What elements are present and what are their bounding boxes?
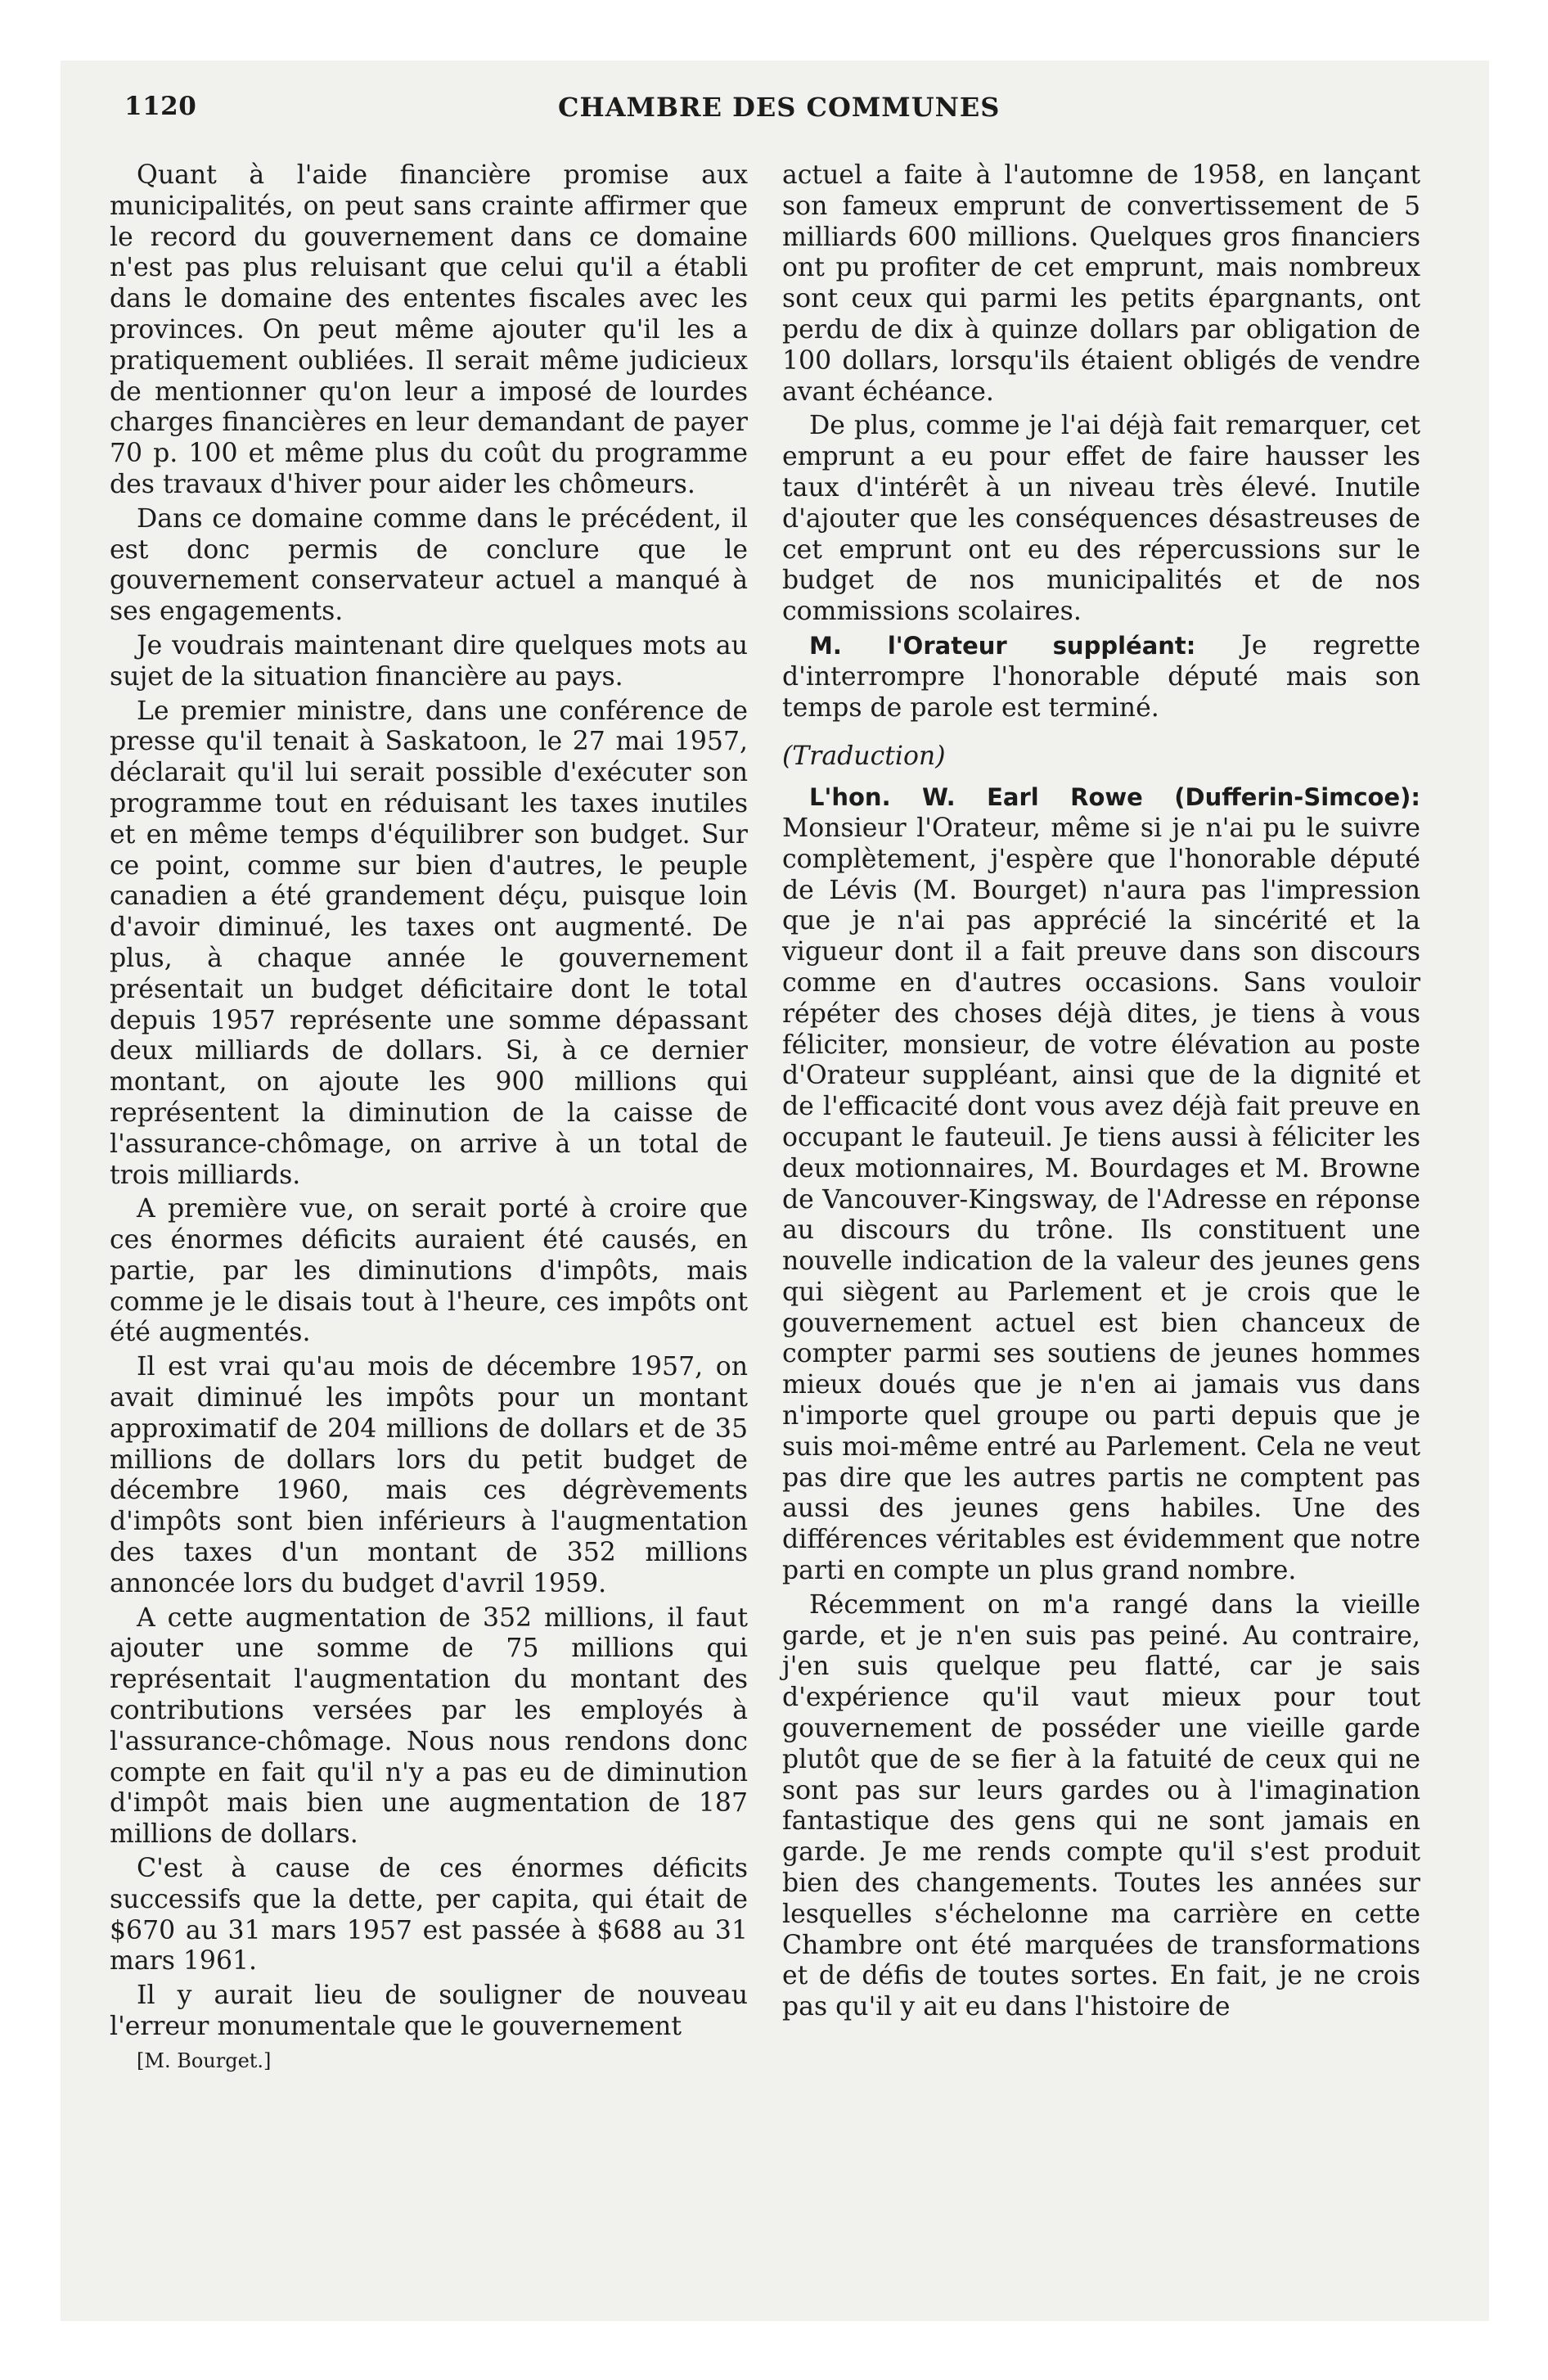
paragraph: Le premier ministre, dans une conférence de presse qu'il tenait à Saskatoon, le 27 mai 1957, déclarait qu'il lui serait possible d'exécuter son programme tout en réduisant les taxes inutiles et en même temps d'équilibrer son budget. Sur ce point, comme sur bien d'autres, le peuple canadien a été grandement déçu, puisque loin d'avoir diminué, les taxes ont augmenté. De plus, à chaque année le gouvernement présentait un budget déficitaire dont le total depuis 1957 représente une somme dépassant deux milliards de dollars. Si, à ce dernier montant, on ajoute les 900 millions qui représentent la diminution de la caisse de l'assurance-chômage, on arrive à un total de trois milliards. [110,696,748,1190]
paragraph: Il est vrai qu'au mois de décembre 1957, on avait diminué les impôts pour un montant approximatif de 204 millions de dollars et de 35 millions de dollars lors du petit budget de décembre 1960, mais ces dégrèvements d'impôts sont bien inférieurs à l'augmentation des taxes d'un montant de 352 millions annoncée lors du budget d'avril 1959. [110,1352,748,1598]
page-header [124,92,1425,141]
paragraph: C'est à cause de ces énormes déficits successifs que la dette, per capita, qui était de $670 au 31 mars 1957 est passée à $688 au 31 mars 1961. [110,1854,748,1977]
paragraph: A première vue, on serait porté à croire que ces énormes déficits auraient été causés, en partie, par les diminutions d'impôts, mais comme je le disais tout à l'heure, ces impôts ont été augmentés. [110,1194,748,1348]
speech-paragraph [782,631,1420,723]
paragraph: Il y aurait lieu de souligner de nouveau l'erreur monumentale que le gouvernement [110,1981,748,2042]
speech-text: Je regrette d'interrompre l'honorable député mais son temps de parole est terminé. [782,630,1420,723]
speaker-name: M. l'Orateur suppléant: [809,631,1196,660]
paragraph: actuel a faite à l'automne de 1958, en lançant son fameux emprunt de convertissement de 5 milliards 600 millions. Quelques gros financiers ont pu profiter de cet emprunt, mais nombreux sont ceux qui parmi les petits épargnants, ont perdu de dix à quinze dollars par obligation de 100 dollars, lorsqu'ils étaient obligés de vendre avant échéance. [782,160,1420,407]
paragraph: Quant à l'aide financière promise aux municipalités, on peut sans crainte affirmer que le record du gouvernement dans ce domaine n'est pas plus reluisant que celui qu'il a établi dans le domaine des ententes fiscales avec les provinces. On peut même ajouter qu'il les a pratiquement oubliées. Il serait même judicieux de mentionner qu'on leur a imposé de lourdes charges financières en leur demandant de payer 70 p. 100 et même plus du coût du programme des travaux d'hiver pour aider les chômeurs. [110,160,748,499]
page-number: 1120 [124,92,197,121]
paragraph: A cette augmentation de 352 millions, il faut ajouter une somme de 75 millions qui représentait l'augmentation du montant des contributions versées par les employés à l'assurance-chômage. Nous nous rendons donc compte en fait qu'il n'y a pas eu de diminution d'impôt mais bien une augmentation de 187 millions de dollars. [110,1602,748,1850]
right-column [782,160,1420,2026]
paragraph: De plus, comme je l'ai déjà fait remarquer, cet emprunt a eu pour effet de faire hausser les taux d'intérêt à un niveau très élevé. Inutile d'ajouter que les conséquences désastreuses de cet emprunt ont eu des répercussions sur le budget de nos municipalités et de nos commissions scolaires. [782,411,1420,627]
paragraph: Je voudrais maintenant dire quelques mots au sujet de la situation financière au pays. [110,630,748,692]
paragraph: Récemment on m'a rangé dans la vieille garde, et je n'en suis pas peiné. Au contraire, j'en suis quelque peu flatté, car je sais d'expérience qu'il vaut mieux pour tout gouvernement de posséder une vieille garde plutôt que de se fier à la fatuité de ceux qui ne sont pas sur leurs gardes ou à l'imagination fantastique des gens qui ne sont jamais en garde. Je me rends compte qu'il s'est produit bien des changements. Toutes les années sur lesquelles s'échelonne ma carrière en cette Chambre ont été marquées de transformations et de défis de toutes sortes. En fait, je ne crois pas qu'il y ait eu dans l'histoire de [782,1589,1420,2022]
left-column [110,160,748,2080]
paragraph: Dans ce domaine comme dans le précédent, il est donc permis de conclure que le gouvernement conservateur actuel a manqué à ses engagements. [110,503,748,627]
speech-paragraph [782,782,1420,1587]
speech-text: Monsieur l'Orateur, même si je n'ai pu le suivre complètement, j'espère que l'honorable député de Lévis (M. Bourget) n'aura pas l'impression que je n'ai pas apprécié la sincérité et la vigueur dont il a fait preuve dans son discours comme en d'autres occasions. Sans vouloir répéter des choses déjà dites, je tiens à vous féliciter, monsieur, de votre élévation au poste d'Orateur suppléant, ainsi que de la dignité et de l'efficacité dont vous avez déjà fait preuve en occupant le fauteuil. Je tiens aussi à féliciter les deux motionnaires, M. Bourdages et M. Browne de Vancouver-Kingsway, de l'Adresse en réponse au discours du trône. Ils constituent une nouvelle indication de la valeur des jeunes gens qui siègent au Parlement et je crois que le gouvernement actuel est bien chanceux de compter parmi ses soutiens de jeunes hommes mieux doués que je n'en ai jamais vus dans n'importe quel groupe ou parti depuis que je suis moi-même entré au Parlement. Cela ne veut pas dire que les autres partis ne comptent pas aussi des jeunes gens habiles. Une des différences véritables est évidemment que notre parti en compte un plus grand nombre. [782,813,1420,1586]
translation-note: (Traduction) [782,741,946,772]
speaker-attribution: [M. Bourget.] [137,2049,272,2072]
speaker-name: L'hon. W. Earl Rowe (Dufferin-Simcoe): [809,783,1420,812]
running-head: CHAMBRE DES COMMUNES [558,92,1001,123]
